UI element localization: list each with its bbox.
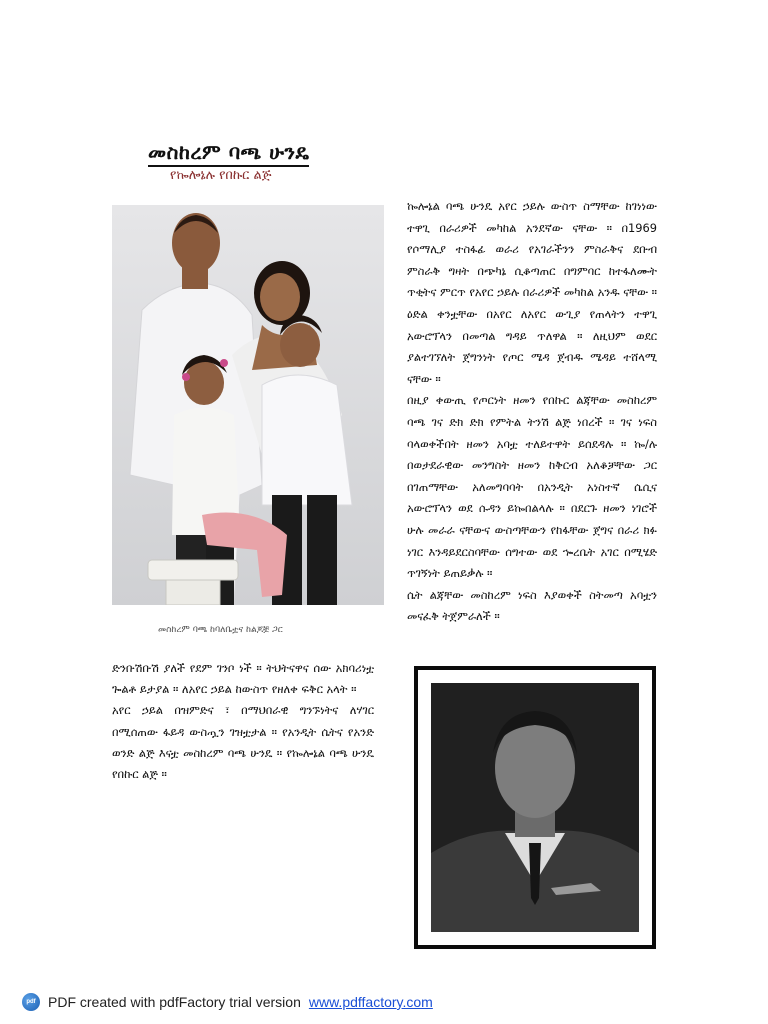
paragraph: ሴት ልጃቸው መስከረም ነፍስ እያወቀች ስትመጣ አባቷን መናፈቅ ትጀምራለች ። (407, 587, 657, 624)
paragraph: በዚያ ቀውጢ የጦርነት ዘመን የበኩር ልጃቸው መስከረም ባጫ ገና ድክ ድክ የምትል ትንሽ ልጅ ነበረች ። ገና ነፍስ ባላወቀችበት ዘመን አባቷ ተለይተዋት ይሰደዳሉ ። ኰ/ሉ በወታደራዊው መንግስት ዘመን ከቅርብ አለቆቻቸው ጋር በገጠማቸው አለመግባባት በአንዲት አነስተኛ ሴሲና አውሮፕላን ወደ ሱዳን ይኰበልላሉ ። በደርጉ ዘመን ነገሮች ሁሉ መራራ ናቸውና ውስጣቸውን የከፋቸው ጀግና በራሪ ክፉ ነገር እንዳይደርስባቸው ሰግተው ወደ ኈረቤት አገር በሚሄድ ጥገኝነት ይጠይቃሉ ። (407, 393, 657, 581)
footer-text: PDF created with pdfFactory trial version (48, 994, 301, 1010)
pdf-footer (22, 992, 433, 1012)
paragraph: ኰሎኔል ባጫ ሁንዴ አየር ኃይሉ ውስጥ ስማቸው ከገነነው ተዋጊ በራሪዎች መካከል አንደኛው ናቸው ። በ1969 የሶማሊያ ተስፋፊ ወራሪ የአገራችንን ምስራቅና ደቡብ ምስራቅ ግዛት በጭካኔ ሲቆጣጠር በግምባር ከተፋለሙት ጥቂትና ምርጥ የአየር ኃይሉ በራሪዎች መካከል አንዱ ናቸው ። ዕድል ቀንቷቸው በአየር ለአየር ውጊያ የጠላትን ተዋጊ አውሮፕላን በመጣል ግዳይ ጥለዋል ። ለዚህም ወደር ያልተገኘለት ጀግንነት የጦር ሜዳ ጀብዱ ሜዳይ ተሸላሚ ናቸው ። (407, 199, 657, 386)
paragraph: ድንቡሽቡሽ ያለች የደም ገንቦ ነች ። ትህትናዋና ሰው አክባሪነቷ ጐልቶ ይታያል ። ለአየር ኃይል ከውስጥ የዘለቀ ፍቅር አላት ። (112, 661, 374, 697)
portrait-photo-frame (414, 666, 656, 949)
family-photo-caption: መስከረም ባጫ ከባለቤቷና ከልጆቿ ጋር (158, 625, 283, 635)
portrait-photo (431, 683, 639, 932)
pdffactory-link[interactable]: www.pdffactory.com (308, 994, 433, 1010)
article-title: መስከረም ባጫ ሁንዴ (148, 140, 309, 167)
right-column-text (407, 196, 657, 628)
left-column-text (112, 658, 374, 785)
article-subtitle: የኰሎኔሉ የበኩር ልጅ (170, 168, 272, 183)
pdf-logo-icon: pdf (22, 993, 40, 1011)
paragraph: አየር ኃይል በዝምድና ፣ በማህበራዊ ግንኙነትና ለሃገር በሚሰጠው ፋይዳ ውስጧን ገዝቷታል ። የአንዲት ሴትና የአንድ ወንድ ልጅ እናቷ መስከረም ባጫ ሁንዴ ። የኰሎኔል ባጫ ሁንዴ የበኩር ልጅ ። (112, 703, 374, 782)
family-photo (112, 205, 384, 605)
